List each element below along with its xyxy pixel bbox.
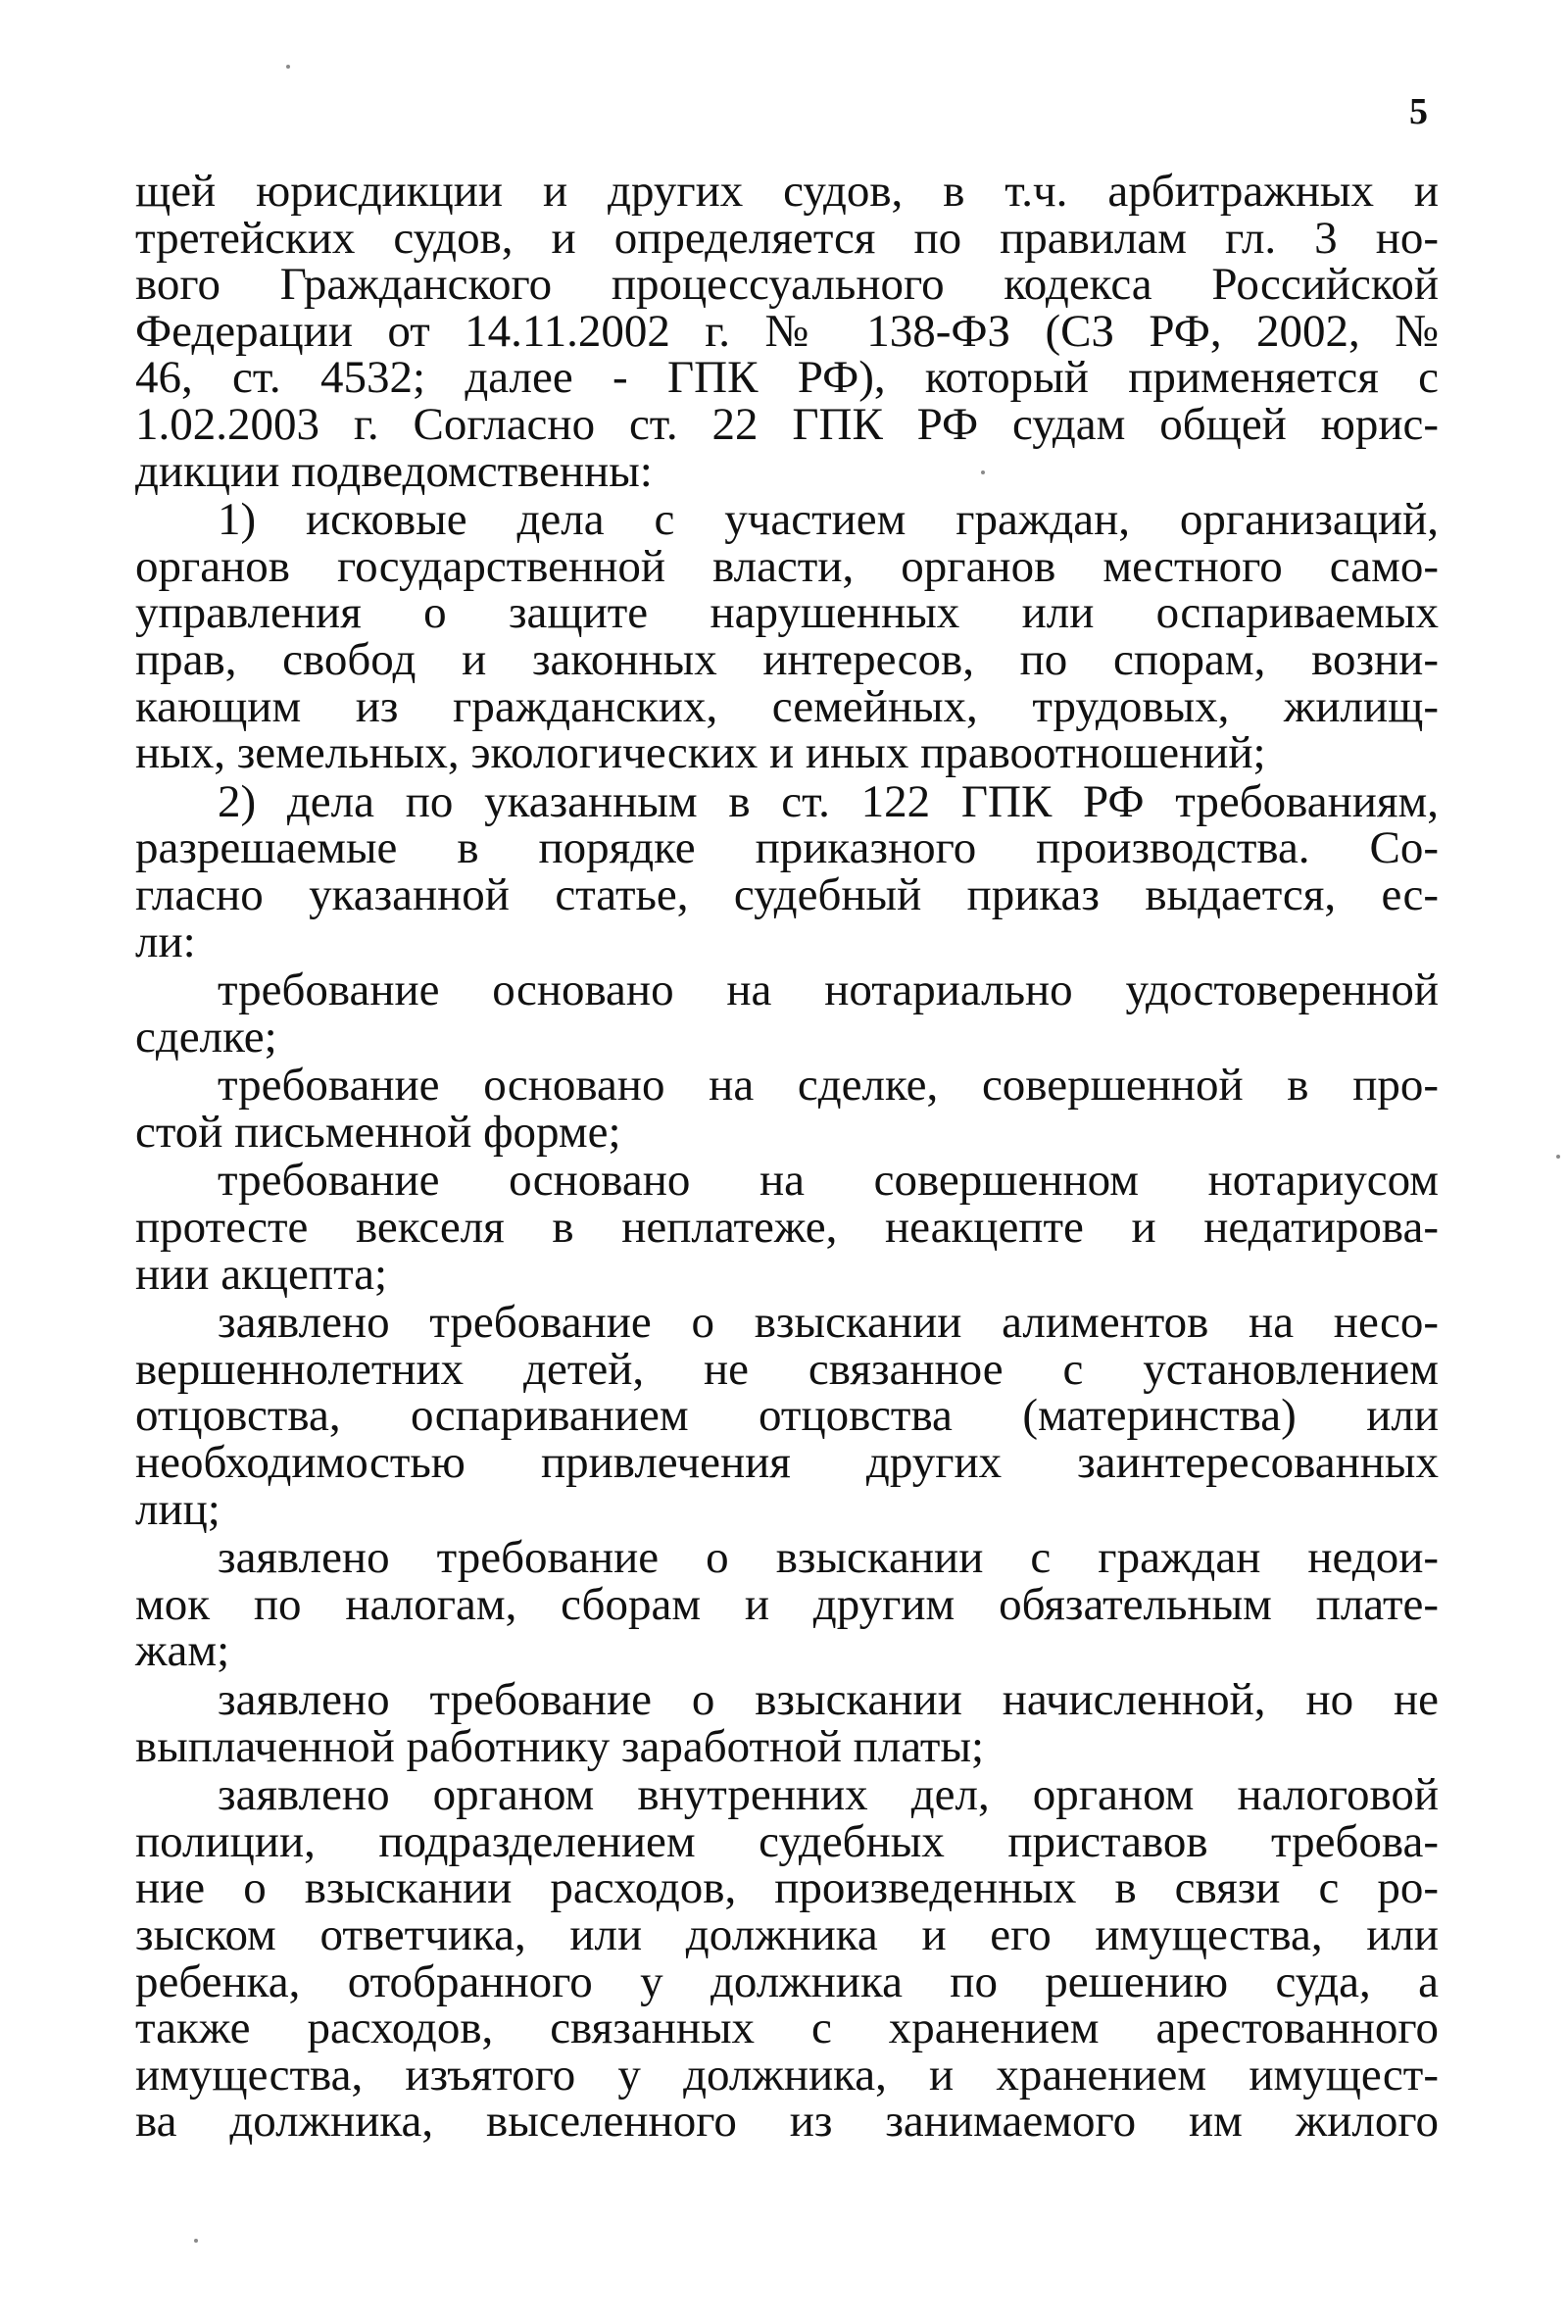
paragraph bbox=[135, 1060, 1439, 1158]
text-line: мок по налогам, сборам и другим обязательным плате- bbox=[135, 1578, 1439, 1630]
text-line: отцовства, оспариванием отцовства (материнства) или bbox=[135, 1390, 1439, 1442]
text-line: вершеннолетних детей, не связанное с установлением bbox=[135, 1343, 1439, 1395]
page-number: 5 bbox=[1409, 91, 1428, 132]
text-line: разрешаемые в порядке приказного производства. Со- bbox=[135, 822, 1439, 874]
text-line: заявлено органом внутренних дел, органом налоговой bbox=[218, 1769, 1439, 1821]
text-line: зыском ответчика, или должника и его имущества, или bbox=[135, 1908, 1439, 1960]
text-line: прав, свобод и законных интересов, по спорам, возни- bbox=[135, 633, 1439, 685]
text-line: заявлено требование о взыскании начисленной, но не bbox=[218, 1674, 1439, 1725]
paragraph bbox=[135, 1769, 1439, 2148]
paragraph bbox=[135, 1297, 1439, 1535]
text-line: жам; bbox=[135, 1625, 230, 1677]
text-line: имущества, изъятого у должника, и хранением имущест- bbox=[135, 2049, 1439, 2101]
text-line: заявлено требование о взыскании с граждан недои- bbox=[218, 1532, 1439, 1584]
text-line: 46, ст. 4532; далее - ГПК РФ), который применяется с bbox=[135, 352, 1439, 404]
paragraph bbox=[135, 166, 1439, 497]
text-line: протесте векселя в неплатеже, неакцепте и недатирова- bbox=[135, 1202, 1439, 1254]
text-line: органов государственной власти, органов местного само- bbox=[135, 540, 1439, 592]
text-line: 1) исковые дела с участием граждан, организаций, bbox=[218, 494, 1439, 546]
scan-speck bbox=[1556, 1155, 1560, 1159]
text-line: нии акцепта; bbox=[135, 1248, 388, 1300]
text-line: управления о защите нарушенных или оспариваемых bbox=[135, 587, 1439, 639]
text-line: щей юрисдикции и других судов, в т.ч. арбитражных и bbox=[135, 166, 1439, 217]
body-text bbox=[135, 166, 1439, 2148]
text-line: дикции подведомственны: bbox=[135, 445, 653, 497]
text-line: полиции, подразделением судебных приставов требова- bbox=[135, 1815, 1439, 1867]
text-line: ли: bbox=[135, 915, 196, 967]
scan-speck bbox=[286, 65, 290, 69]
text-line: кающим из гражданских, семейных, трудовых, жилищ- bbox=[135, 680, 1439, 732]
paragraph bbox=[135, 494, 1439, 779]
paragraph bbox=[135, 775, 1439, 967]
text-line: также расходов, связанных с хранением арестованного bbox=[135, 2003, 1439, 2054]
paragraph bbox=[135, 1155, 1439, 1300]
text-line: 2) дела по указанным в ст. 122 ГПК РФ требованиям, bbox=[218, 775, 1439, 827]
text-line: ва должника, выселенного из занимаемого им жилого bbox=[135, 2096, 1439, 2148]
text-line: выплаченной работнику заработной платы; bbox=[135, 1720, 985, 1772]
text-line: ных, земельных, экологических и иных правоотношений; bbox=[135, 727, 1266, 779]
text-line: гласно указанной статье, судебный приказ выдается, ес- bbox=[135, 868, 1439, 920]
text-line: стой письменной форме; bbox=[135, 1106, 621, 1158]
text-line: требование основано на сделке, совершенной в про- bbox=[218, 1060, 1439, 1112]
text-line: требование основано на нотариально удостоверенной bbox=[218, 964, 1439, 1016]
text-line: 1.02.2003 г. Согласно ст. 22 ГПК РФ судам общей юрис- bbox=[135, 398, 1439, 450]
text-line: третейских судов, и определяется по правилам гл. 3 но- bbox=[135, 212, 1439, 264]
text-line: сделке; bbox=[135, 1011, 277, 1063]
text-line: ние о взыскании расходов, произведенных в связи с ро- bbox=[135, 1862, 1439, 1914]
text-line: необходимостью привлечения других заинтересованных bbox=[135, 1437, 1439, 1489]
text-line: требование основано на совершенном нотариусом bbox=[218, 1155, 1439, 1207]
paragraph bbox=[135, 964, 1439, 1063]
text-line: вого Гражданского процессуального кодекса Российской bbox=[135, 259, 1439, 311]
text-line: заявлено требование о взыскании алиментов на несо- bbox=[218, 1297, 1439, 1349]
scan-speck bbox=[194, 2239, 198, 2243]
paragraph bbox=[135, 1674, 1439, 1772]
text-line: лиц; bbox=[135, 1483, 220, 1535]
paragraph bbox=[135, 1532, 1439, 1677]
text-line: ребенка, отобранного у должника по решению суда, а bbox=[135, 1955, 1439, 2007]
scan-speck bbox=[981, 470, 985, 474]
text-line: Федерации от 14.11.2002 г. № 138-ФЗ (СЗ РФ, 2002, № bbox=[135, 305, 1439, 357]
